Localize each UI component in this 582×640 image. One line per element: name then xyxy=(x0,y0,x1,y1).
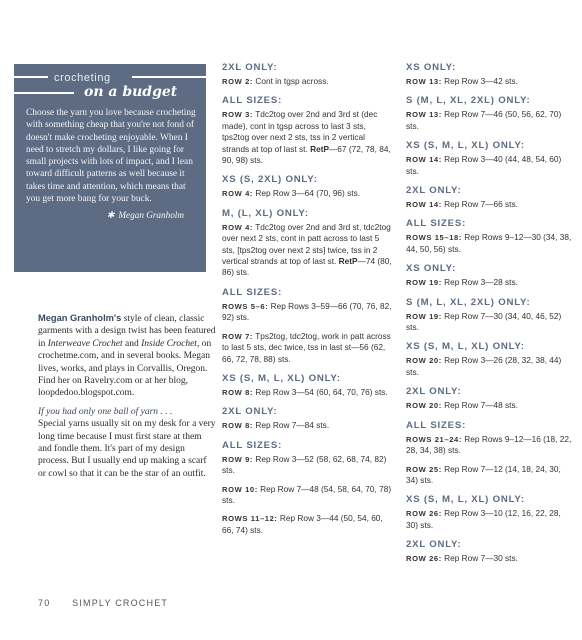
row-instruction xyxy=(406,76,572,87)
designer-bio xyxy=(38,312,216,480)
row-instruction xyxy=(406,311,572,334)
size-header: S (M, L, XL, 2XL) ONLY: xyxy=(406,95,531,107)
row-label: ROW 4: xyxy=(222,222,254,232)
return-pass-label: RetP xyxy=(338,256,358,267)
row-label: ROW 10: xyxy=(222,484,258,494)
star-icon: ✱ xyxy=(106,210,115,221)
row-label: ROWS 15–18: xyxy=(406,233,462,243)
row-label: ROWS 11–12: xyxy=(222,514,278,524)
row-label: ROWS 5–6: xyxy=(222,301,269,311)
row-instruction xyxy=(222,188,394,199)
row-instruction xyxy=(406,508,572,531)
row-text: Rep Row 7—66 sts. xyxy=(444,199,518,210)
bio-text: and xyxy=(122,338,142,349)
size-header: XS ONLY: xyxy=(406,263,457,275)
pattern-section xyxy=(406,140,572,177)
page-footer xyxy=(38,598,168,608)
size-header: M, (L, XL) ONLY: xyxy=(222,207,309,219)
size-header: XS (S, M, L, XL) ONLY: xyxy=(406,494,525,506)
row-text: —74 (80, 86) sts. xyxy=(222,256,392,278)
row-label: ROW 13: xyxy=(406,77,442,86)
budget-sidebar xyxy=(14,64,206,272)
row-text: Rep Row 3—64 (70, 96) sts. xyxy=(255,188,361,199)
size-header: ALL SIZES: xyxy=(406,419,467,431)
row-instruction xyxy=(222,331,394,365)
row-text: Rep Row 3—40 (44, 48, 54, 60) sts. xyxy=(406,154,562,176)
pattern-section xyxy=(406,420,572,487)
row-label: ROW 7: xyxy=(222,331,254,341)
page-number: 70 xyxy=(38,598,51,608)
pattern-section xyxy=(406,494,572,531)
pattern-section xyxy=(222,62,394,87)
magazine-title: Inside Crochet xyxy=(141,338,197,349)
pattern-section xyxy=(222,287,394,365)
row-text: Cont in tgsp across. xyxy=(255,76,329,86)
row-instruction xyxy=(406,400,572,411)
pattern-section xyxy=(406,539,572,564)
pattern-section xyxy=(222,373,394,398)
row-text: Rep Row 7—30 sts. xyxy=(444,553,518,564)
row-text: Rep Row 7—12 (14, 18, 24, 30, 34) sts. xyxy=(406,463,561,485)
row-instruction xyxy=(222,109,394,166)
row-instruction xyxy=(222,76,394,87)
pattern-section xyxy=(406,341,572,378)
row-text: Rep Rows 3–59—66 (70, 76, 82, 92) sts. xyxy=(222,300,392,323)
row-instruction xyxy=(406,355,572,378)
pattern-section xyxy=(406,218,572,255)
row-text: Rep Row 7—46 (50, 56, 62, 70) sts. xyxy=(406,109,562,131)
row-instruction xyxy=(406,109,572,132)
row-text: Rep Row 3—10 (12, 16, 22, 28, 30) sts. xyxy=(406,508,561,530)
size-header: 2XL ONLY: xyxy=(222,62,278,73)
row-label: ROW 14: xyxy=(406,200,442,210)
size-header: ALL SIZES: xyxy=(222,439,283,451)
pattern-column-2 xyxy=(406,62,572,573)
row-instruction xyxy=(222,420,394,431)
row-label: ROWS 21–24: xyxy=(406,434,462,444)
designer-name: Megan Granholm's xyxy=(38,313,122,323)
row-instruction xyxy=(222,484,394,507)
signature-name: Megan Granholm xyxy=(118,210,184,221)
row-label: ROW 2: xyxy=(222,77,254,86)
size-header: 2XL ONLY: xyxy=(406,386,462,398)
row-instruction xyxy=(406,277,572,288)
pattern-section xyxy=(406,185,572,210)
row-label: ROW 25: xyxy=(406,464,442,474)
size-header: XS (S, 2XL) ONLY: xyxy=(222,174,318,186)
row-instruction xyxy=(406,434,572,457)
size-header: XS ONLY: xyxy=(406,62,457,73)
row-instruction xyxy=(406,464,572,487)
sidebar-kicker: crocheting xyxy=(54,72,111,84)
sidebar-signature xyxy=(26,210,196,221)
row-instruction xyxy=(406,154,572,177)
row-instruction xyxy=(222,513,394,536)
row-instruction xyxy=(406,553,572,564)
row-instruction xyxy=(406,199,572,210)
row-instruction xyxy=(222,222,394,279)
header-rule xyxy=(14,76,48,78)
sidebar-body: Choose the yarn you love because crocheting with something cheap that you're not fond of doesn't make crocheting enjoyable. When I need to stretch my dollars, I like going for small projects with lots of impact, and I lean toward difficult patterns as well because it takes time and attention, which means that you get more bang for your buck. xyxy=(26,108,196,205)
row-text: Tdc2tog over 2nd and 3rd st, tdc2tog over next 2 sts, cont in patt across to last 5 sts, [tps2tog over next 2 sts] twice, tss in 2 vertical strands at top of last st. xyxy=(222,221,391,267)
bio-text: , on crochetme.com, and in several books. Megan lives, works, and plays in Corvallis, Oregon. Find her on Ravelry.com or at her blog, loopdedoo.blogspot.com. xyxy=(38,338,212,399)
pattern-section xyxy=(222,208,394,279)
pattern-section xyxy=(222,95,394,166)
pattern-section xyxy=(406,297,572,334)
row-text: —67 (72, 78, 84, 90, 98) sts. xyxy=(222,143,391,166)
sidebar-header xyxy=(26,72,196,100)
return-pass-label: RetP xyxy=(310,143,329,154)
row-text: Rep Row 3—28 sts. xyxy=(444,277,518,288)
bio-paragraph xyxy=(38,312,216,400)
pattern-section xyxy=(406,386,572,411)
row-text: Rep Row 7—30 (34, 40, 46, 52) sts. xyxy=(406,310,562,333)
row-label: ROW 8: xyxy=(222,387,254,397)
row-text: Rep Row 3—26 (28, 32, 38, 44) sts. xyxy=(406,355,562,377)
row-label: ROW 19: xyxy=(406,278,442,288)
bio-question: If you had only one ball of yarn . . . xyxy=(38,406,173,417)
size-header: ALL SIZES: xyxy=(222,286,283,298)
size-header: XS (S, M, L, XL) ONLY: xyxy=(222,372,341,384)
row-text: Rep Row 7—48 (54, 58, 64, 70, 78) sts. xyxy=(222,483,392,505)
magazine-title: Interweave Crochet xyxy=(47,338,123,349)
row-label: ROW 8: xyxy=(222,421,254,431)
row-label: ROW 26: xyxy=(406,554,442,564)
pattern-section xyxy=(222,406,394,431)
row-label: ROW 20: xyxy=(406,356,442,366)
bio-text: style of clean, classic garments with a design twist has been featured in xyxy=(38,314,216,349)
pattern-section xyxy=(406,263,572,288)
row-label: ROW 26: xyxy=(406,509,442,519)
row-text: Rep Row 3—42 sts. xyxy=(444,76,518,86)
row-label: ROW 4: xyxy=(222,189,254,199)
row-label: ROW 20: xyxy=(406,401,442,411)
size-header: XS (S, M, L, XL) ONLY: xyxy=(406,140,525,152)
pattern-section xyxy=(406,62,572,87)
row-text: Tdc2tog over 2nd and 3rd st (dec made), cont in tgsp across to last 3 sts, tps2tog over next 2 sts, tss in 2 vertical strands at top of last st. xyxy=(222,109,378,154)
row-instruction xyxy=(222,454,394,477)
row-instruction xyxy=(222,387,394,398)
row-text: Rep Row 3—44 (50, 54, 60, 66, 74) sts. xyxy=(222,513,383,535)
sidebar-title: on a budget xyxy=(84,84,178,100)
pattern-column-1 xyxy=(222,62,394,544)
row-label: ROW 13: xyxy=(406,110,442,120)
size-header: S (M, L, XL, 2XL) ONLY: xyxy=(406,296,531,308)
row-label: ROW 3: xyxy=(222,110,254,120)
book-title: SIMPLY CROCHET xyxy=(72,598,169,608)
row-text: Rep Rows 9–12—16 (18, 22, 28, 34, 38) sts. xyxy=(406,433,572,456)
row-text: Rep Row 7—48 sts. xyxy=(444,400,518,411)
pattern-section xyxy=(222,440,394,536)
size-header: 2XL ONLY: xyxy=(406,539,462,551)
size-header: 2XL ONLY: xyxy=(222,406,278,418)
row-label: ROW 9: xyxy=(222,454,254,464)
size-header: XS (S, M, L, XL) ONLY: xyxy=(406,341,525,353)
bio-answer: Special yarns usually sit on my desk for a very long time because I must first stare at them and fondle them. It's part of my design process. But I usually end up making a scarf or cowl so that it can be the star of an outfit. xyxy=(38,419,216,479)
row-label: ROW 14: xyxy=(406,155,442,165)
row-text: Rep Row 3—52 (58, 62, 68, 74, 82) sts. xyxy=(222,453,387,476)
size-header: 2XL ONLY: xyxy=(406,185,462,197)
header-rule xyxy=(14,92,74,94)
pattern-section xyxy=(222,174,394,199)
pattern-section xyxy=(406,95,572,132)
row-text: Tps2tog, tdc2tog, work in patt across to last 5 sts, dec twice, tss in last st—56 (62, 66, 72, 78, 88) sts. xyxy=(222,330,391,364)
size-header: ALL SIZES: xyxy=(222,95,283,107)
row-text: Rep Rows 9–12—30 (34, 38, 44, 50, 56) sts. xyxy=(406,232,572,254)
row-instruction xyxy=(406,232,572,255)
row-label: ROW 19: xyxy=(406,311,442,321)
header-rule xyxy=(132,76,206,78)
size-header: ALL SIZES: xyxy=(406,218,467,230)
row-instruction xyxy=(222,301,394,324)
row-text: Rep Row 7—84 sts. xyxy=(255,420,330,431)
row-text: Rep Row 3—54 (60, 64, 70, 76) sts. xyxy=(255,386,388,397)
